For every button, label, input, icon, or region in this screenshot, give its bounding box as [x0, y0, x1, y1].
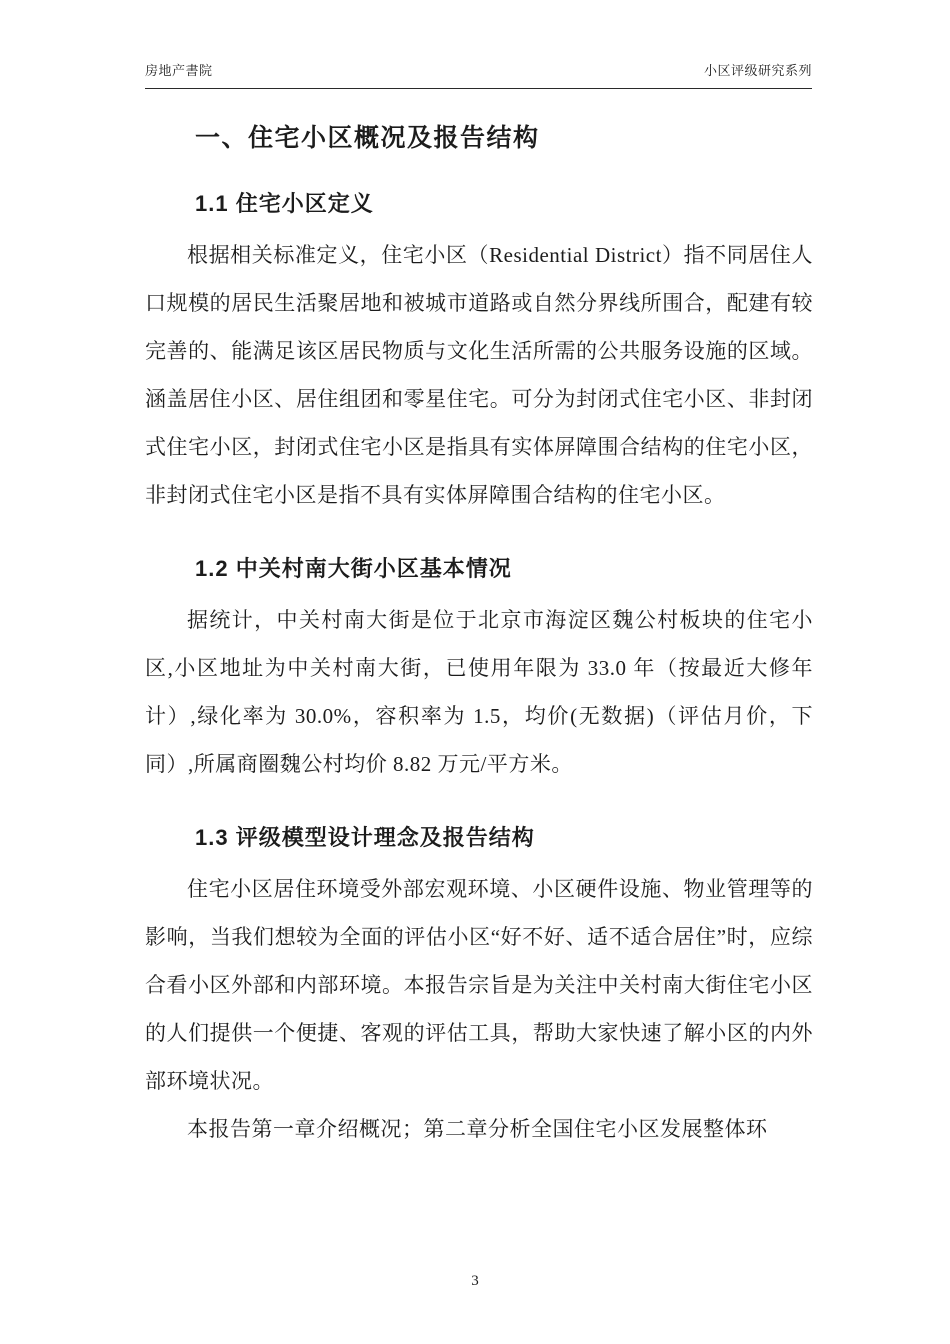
page-footer — [0, 1273, 950, 1290]
page-number: 3 — [471, 1273, 479, 1289]
section-1-3-paragraph-1: 住宅小区居住环境受外部宏观环境、小区硬件设施、物业管理等的影响，当我们想较为全面的评估小区“好不好、适不适合居住”时，应综合看小区外部和内部环境。本报告宗旨是为关注中关村南大街住宅小区的人们提供一个便捷、客观的评估工具，帮助大家快速了解小区的内外部环境状况。 — [145, 877, 813, 1093]
header-right-text: 小区评级研究系列 — [703, 63, 812, 78]
section-1-3-paragraph-2: 本报告第一章介绍概况；第二章分析全国住宅小区发展整体环 — [187, 1117, 768, 1141]
document-content — [145, 100, 813, 1153]
section-1-1-heading: 1.1 住宅小区定义 — [195, 191, 374, 216]
section-1-1-paragraph: 根据相关标准定义，住宅小区（Residential District）指不同居住人口规模的居民生活聚居地和被城市道路或自然分界线所围合，配建有较完善的、能满足该区居民物质与文化生活所需的公共服务设施的区域。涵盖居住小区、居住组团和零星住宅。可分为封闭式住宅小区、非封闭式住宅小区，封闭式住宅小区是指具有实体屏障围合结构的住宅小区，非封闭式住宅小区是指不具有实体屏障围合结构的住宅小区。 — [145, 243, 813, 507]
header-left-text: 房地产書院 — [145, 63, 213, 78]
section-1-2 — [145, 552, 813, 788]
page-header — [145, 60, 812, 86]
section-1-2-heading: 1.2 中关村南大街小区基本情况 — [195, 556, 512, 581]
document-title: 一、住宅小区概况及报告结构 — [195, 124, 540, 152]
section-1-3 — [145, 821, 813, 1153]
section-1-1 — [145, 187, 813, 519]
section-1-3-heading: 1.3 评级模型设计理念及报告结构 — [195, 825, 535, 850]
section-1-2-paragraph: 据统计，中关村南大街是位于北京市海淀区魏公村板块的住宅小区,小区地址为中关村南大街，已使用年限为 33.0 年（按最近大修年计）,绿化率为 30.0%，容积率为 1.5，均价(无数据)（评估月价，下同）,所属商圈魏公村均价 8.82 万元/平方米。 — [145, 608, 813, 776]
header-rule — [145, 88, 812, 89]
